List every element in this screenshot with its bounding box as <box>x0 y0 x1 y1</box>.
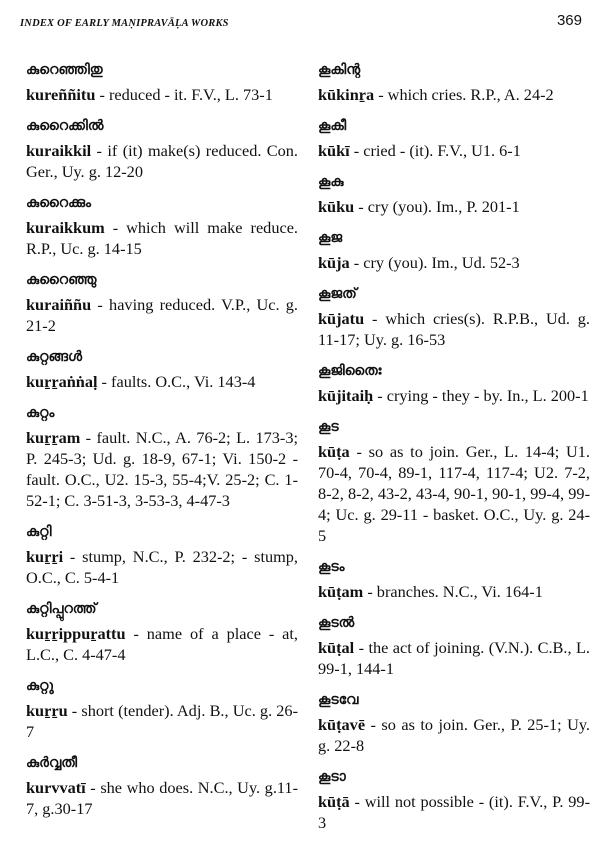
entry <box>26 599 298 665</box>
headword-malayalam: കൂജ <box>318 230 343 246</box>
headword-malayalam: കുറ്റു <box>26 678 54 694</box>
definition: - the act of joining. (V.N.). C.B., L. 99-1, 144-1 <box>318 638 590 678</box>
entry <box>26 753 298 819</box>
entry <box>26 116 298 182</box>
entry-body <box>26 777 298 819</box>
headword-malayalam: കുറൈക്കിൽ <box>26 118 104 134</box>
transliteration: kūṭal <box>318 638 355 657</box>
definition: - crying - they - by. In., L. 200-1 <box>373 386 589 405</box>
entry <box>318 613 590 679</box>
definition: - if (it) make(s) reduced. Con. Ger., Uy. g. 12-20 <box>26 141 298 181</box>
definition: - so as to join. Ger., P. 25-1; Uy. g. 22-8 <box>318 715 590 755</box>
headword-malayalam: കുറ്റി <box>26 524 52 540</box>
entry <box>26 522 298 588</box>
entry <box>318 228 590 273</box>
entry <box>318 284 590 350</box>
entry-body <box>26 140 298 182</box>
entry-body <box>318 385 590 406</box>
transliteration: kureññitu <box>26 85 96 104</box>
transliteration: kūku <box>318 197 355 216</box>
transliteration: kuṟṟam <box>26 428 81 447</box>
definition: - will not possible - (it). F.V., P. 99-3 <box>318 792 590 832</box>
entry <box>26 403 298 511</box>
headword-malayalam: കൂകു <box>318 174 344 190</box>
transliteration: kurvvatī <box>26 778 86 797</box>
transliteration: kūṭam <box>318 582 364 601</box>
entry-body <box>26 217 298 259</box>
definition: - which will make reduce. R.P., Uc. g. 14-15 <box>26 218 298 258</box>
transliteration: kuraikkil <box>26 141 92 160</box>
entry-body <box>26 623 298 665</box>
headword-malayalam: കുറൈക്കും <box>26 195 91 211</box>
entry-body <box>318 308 590 350</box>
entry <box>26 60 298 105</box>
definition: - so as to join. Ger., L. 14-4; U1. 70-4, 70-4, 89-1, 117-4, 117-4; U2. 7-2, 8-2, 8-2, 43-2, 43-4, 90-1, 90-1, 99-4, 99-4; Uc. g. 29-11 - basket. O.C., Uy. g. 24-5 <box>318 442 590 545</box>
headword-malayalam: കുറെഞ്ഞിതു <box>26 62 103 78</box>
page-header <box>16 10 586 38</box>
definition: - which cries. R.P., A. 24-2 <box>374 85 554 104</box>
entry <box>318 172 590 217</box>
entry <box>318 767 590 833</box>
entry-body <box>318 441 590 546</box>
definition: - short (tender). Adj. B., Uc. g. 26-7 <box>26 701 298 741</box>
headword-malayalam: കുർവ്വതീ <box>26 755 78 771</box>
transliteration: kūkī <box>318 141 350 160</box>
entry-body <box>318 140 590 161</box>
definition: - reduced - it. F.V., L. 73-1 <box>95 85 273 104</box>
headword-malayalam: കുറ്റങ്ങൾ <box>26 349 83 365</box>
entry-body <box>26 700 298 742</box>
entry-body <box>26 84 298 105</box>
transliteration: kūṭavē <box>318 715 366 734</box>
transliteration: kūja <box>318 253 350 272</box>
transliteration: kūkinṟa <box>318 85 375 104</box>
entry <box>318 690 590 756</box>
headword-malayalam: കുറ്റിപ്പുറത്ത് <box>26 601 97 617</box>
headword-malayalam: കൂട <box>318 419 339 435</box>
entry <box>318 557 590 602</box>
entry <box>318 116 590 161</box>
right-column <box>318 60 590 844</box>
transliteration: kuṟṟu <box>26 701 68 720</box>
entry <box>318 60 590 105</box>
entry-body <box>318 637 590 679</box>
entry <box>26 270 298 336</box>
headword-malayalam: കുറ്റം <box>26 405 55 421</box>
page-number: 369 <box>556 12 582 29</box>
transliteration: kuraikkum <box>26 218 105 237</box>
entry-body <box>26 546 298 588</box>
definition: - having reduced. V.P., Uc. g. 21-2 <box>26 295 298 335</box>
entry <box>318 417 590 546</box>
entry-body <box>318 252 590 273</box>
transliteration: kuṟṟaṅṅaḷ <box>26 372 98 391</box>
headword-malayalam: കൂജത് <box>318 286 357 302</box>
definition: - branches. N.C., Vi. 164-1 <box>363 582 543 601</box>
headword-malayalam: കൂടൽ <box>318 615 355 631</box>
definition: - name of a place - at, L.C., C. 4-47-4 <box>26 624 298 664</box>
entry-body <box>26 427 298 511</box>
definition: - stump, N.C., P. 232-2; - stump, O.C., C. 5-4-1 <box>26 547 298 587</box>
entry-body <box>318 714 590 756</box>
headword-malayalam: കുറൈഞ്ഞു <box>26 272 97 288</box>
left-column <box>26 60 298 830</box>
transliteration: kūṭa <box>318 442 350 461</box>
transliteration: kuṟṟi <box>26 547 64 566</box>
transliteration: kūjatu <box>318 309 365 328</box>
headword-malayalam: കൂടാ <box>318 769 346 785</box>
headword-malayalam: കൂടവേ <box>318 692 359 708</box>
entry-body <box>26 371 298 392</box>
definition: - cry (you). Im., P. 201-1 <box>354 197 520 216</box>
entry-body <box>318 791 590 833</box>
headword-malayalam: കൂകീ <box>318 118 347 134</box>
entry <box>26 676 298 742</box>
transliteration: kūṭā <box>318 792 350 811</box>
headword-malayalam: കൂടം <box>318 559 345 575</box>
running-title: INDEX OF EARLY MAṆIPRAVĀḶA WORKS <box>20 18 229 29</box>
definition: - which cries(s). R.P.B., Ud. g. 11-17; Uy. g. 16-53 <box>318 309 590 349</box>
entry <box>26 193 298 259</box>
entry-body <box>26 294 298 336</box>
entry <box>26 347 298 392</box>
entry <box>318 361 590 406</box>
definition: - faults. O.C., Vi. 143-4 <box>97 372 256 391</box>
headword-malayalam: കൂജിതൈഃ <box>318 363 382 379</box>
entry-body <box>318 581 590 602</box>
definition: - cry (you). Im., Ud. 52-3 <box>349 253 520 272</box>
entry-body <box>318 196 590 217</box>
definition: - cried - (it). F.V., U1. 6-1 <box>349 141 521 160</box>
entry-body <box>318 84 590 105</box>
headword-malayalam: കൂകിന്റ <box>318 62 361 78</box>
definition: - she who does. N.C., Uy. g.11-7, g.30-17 <box>26 778 298 818</box>
definition: - fault. N.C., A. 76-2; L. 173-3; P. 245-3; Ud. g. 18-9, 67-1; Vi. 150-2 - fault. O.C., U2. 15-3, 55-4;V. 25-2; C. 1-52-1; C. 3-51-3, 3-53-3, 4-47-3 <box>26 428 298 510</box>
transliteration: kuraiññu <box>26 295 92 314</box>
transliteration: kūjitaiḥ <box>318 386 374 405</box>
transliteration: kuṟṟippuṟattu <box>26 624 126 643</box>
